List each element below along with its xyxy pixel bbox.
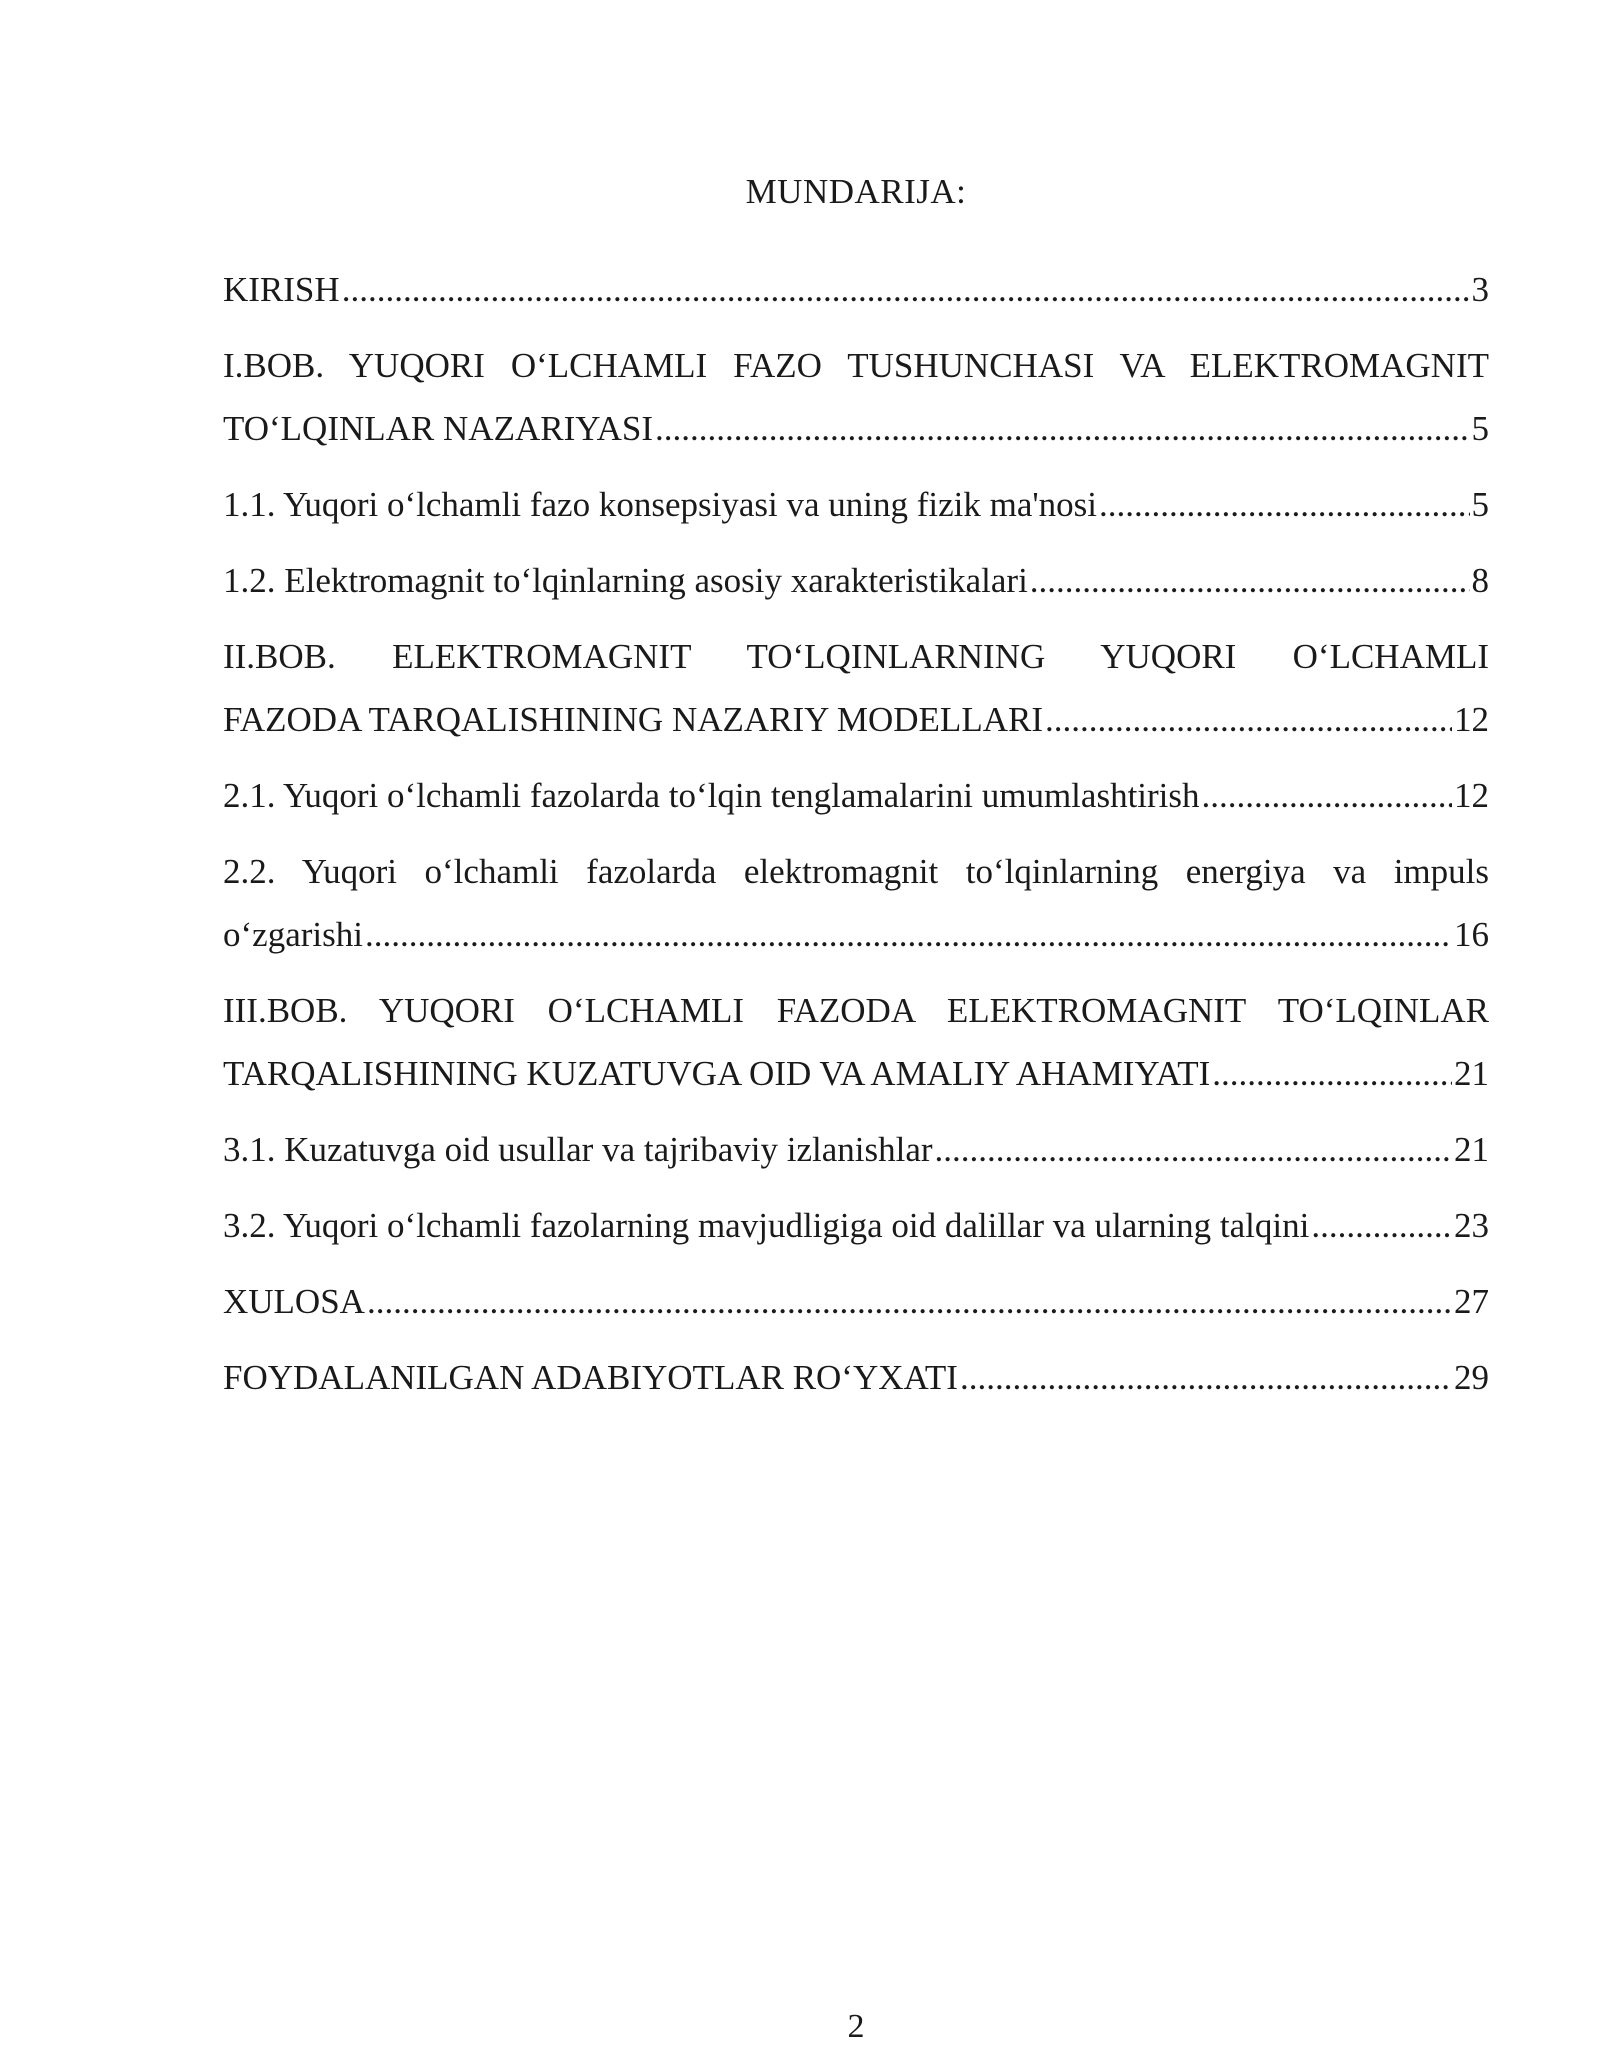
toc-entry-text: TO‘LQINLAR NAZARIYASI <box>223 409 654 448</box>
page-number: 2 <box>847 2008 865 2045</box>
toc-title: MUNDARIJA: <box>745 172 967 211</box>
toc-entry-page: 23 <box>1454 1206 1489 1245</box>
toc-entry-chapter-1[interactable] <box>223 334 1489 460</box>
toc-entry-1-1[interactable] <box>223 473 1489 536</box>
toc-entry-text: XULOSA <box>223 1282 365 1321</box>
dot-leader <box>655 397 1469 460</box>
table-of-contents <box>223 258 1489 1422</box>
toc-entry-page: 16 <box>1454 915 1489 954</box>
dot-leader <box>342 258 1470 321</box>
dot-leader <box>935 1118 1452 1181</box>
toc-entry-chapter-2[interactable] <box>223 625 1489 751</box>
dot-leader <box>1099 473 1469 536</box>
toc-entry-text: 1.1. Yuqori o‘lchamli fazo konsepsiyasi va uning fizik ma'nosi <box>223 485 1098 524</box>
toc-entry-text: 2.1. Yuqori o‘lchamli fazolarda to‘lqin tenglamalarini umumlashtirish <box>223 776 1200 815</box>
toc-entry-text: 1.2. Elektromagnit to‘lqinlarning asosiy xarakteristikalari <box>223 561 1028 600</box>
toc-entry-kirish[interactable] <box>223 258 1489 321</box>
toc-entry-lead: II.BOB. ELEKTROMAGNIT TO‘LQINLARNING YUQORI O‘LCHAMLI <box>223 637 1489 676</box>
toc-entry-2-2[interactable] <box>223 840 1489 966</box>
toc-entry-text: 3.1. Kuzatuvga oid usullar va tajribaviy izlanishlar <box>223 1130 933 1169</box>
toc-entry-references[interactable] <box>223 1346 1489 1409</box>
toc-entry-text: 3.2. Yuqori o‘lchamli fazolarning mavjudligiga oid dalillar va ularning talqini <box>223 1206 1310 1245</box>
toc-entry-text: FOYDALANILGAN ADABIYOTLAR RO‘YXATI <box>223 1358 958 1397</box>
toc-entry-2-1[interactable] <box>223 764 1489 827</box>
toc-entry-lead: 2.2. Yuqori o‘lchamli fazolarda elektromagnit to‘lqinlarning energiya va impuls <box>223 852 1489 891</box>
toc-entry-3-1[interactable] <box>223 1118 1489 1181</box>
toc-entry-page: 5 <box>1471 485 1489 524</box>
toc-entry-xulosa[interactable] <box>223 1270 1489 1333</box>
dot-leader <box>1030 549 1470 612</box>
toc-entry-page: 3 <box>1471 270 1489 309</box>
toc-entry-text: KIRISH <box>223 270 340 309</box>
toc-entry-text: FAZODA TARQALISHINING NAZARIY MODELLARI <box>223 700 1043 739</box>
dot-leader <box>1311 1194 1452 1257</box>
toc-entry-lead: III.BOB. YUQORI O‘LCHAMLI FAZODA ELEKTROMAGNIT TO‘LQINLAR <box>223 991 1489 1030</box>
toc-entry-chapter-3[interactable] <box>223 979 1489 1105</box>
toc-entry-page: 21 <box>1454 1130 1489 1169</box>
dot-leader <box>365 903 1452 966</box>
toc-entry-1-2[interactable] <box>223 549 1489 612</box>
dot-leader <box>960 1346 1452 1409</box>
toc-entry-page: 21 <box>1454 1054 1489 1093</box>
dot-leader <box>1202 764 1452 827</box>
dot-leader <box>1045 688 1452 751</box>
toc-entry-page: 27 <box>1454 1282 1489 1321</box>
toc-entry-page: 12 <box>1454 776 1489 815</box>
toc-entry-page: 29 <box>1454 1358 1489 1397</box>
toc-entry-page: 8 <box>1471 561 1489 600</box>
toc-entry-lead: I.BOB. YUQORI O‘LCHAMLI FAZO TUSHUNCHASI VA ELEKTROMAGNIT <box>223 346 1489 385</box>
toc-entry-page: 5 <box>1471 409 1489 448</box>
dot-leader <box>1212 1042 1452 1105</box>
toc-entry-page: 12 <box>1454 700 1489 739</box>
toc-entry-text: TARQALISHINING KUZATUVGA OID VA AMALIY AHAMIYATI <box>223 1054 1211 1093</box>
dot-leader <box>367 1270 1452 1333</box>
toc-entry-text: o‘zgarishi <box>223 915 363 954</box>
toc-entry-3-2[interactable] <box>223 1194 1489 1257</box>
